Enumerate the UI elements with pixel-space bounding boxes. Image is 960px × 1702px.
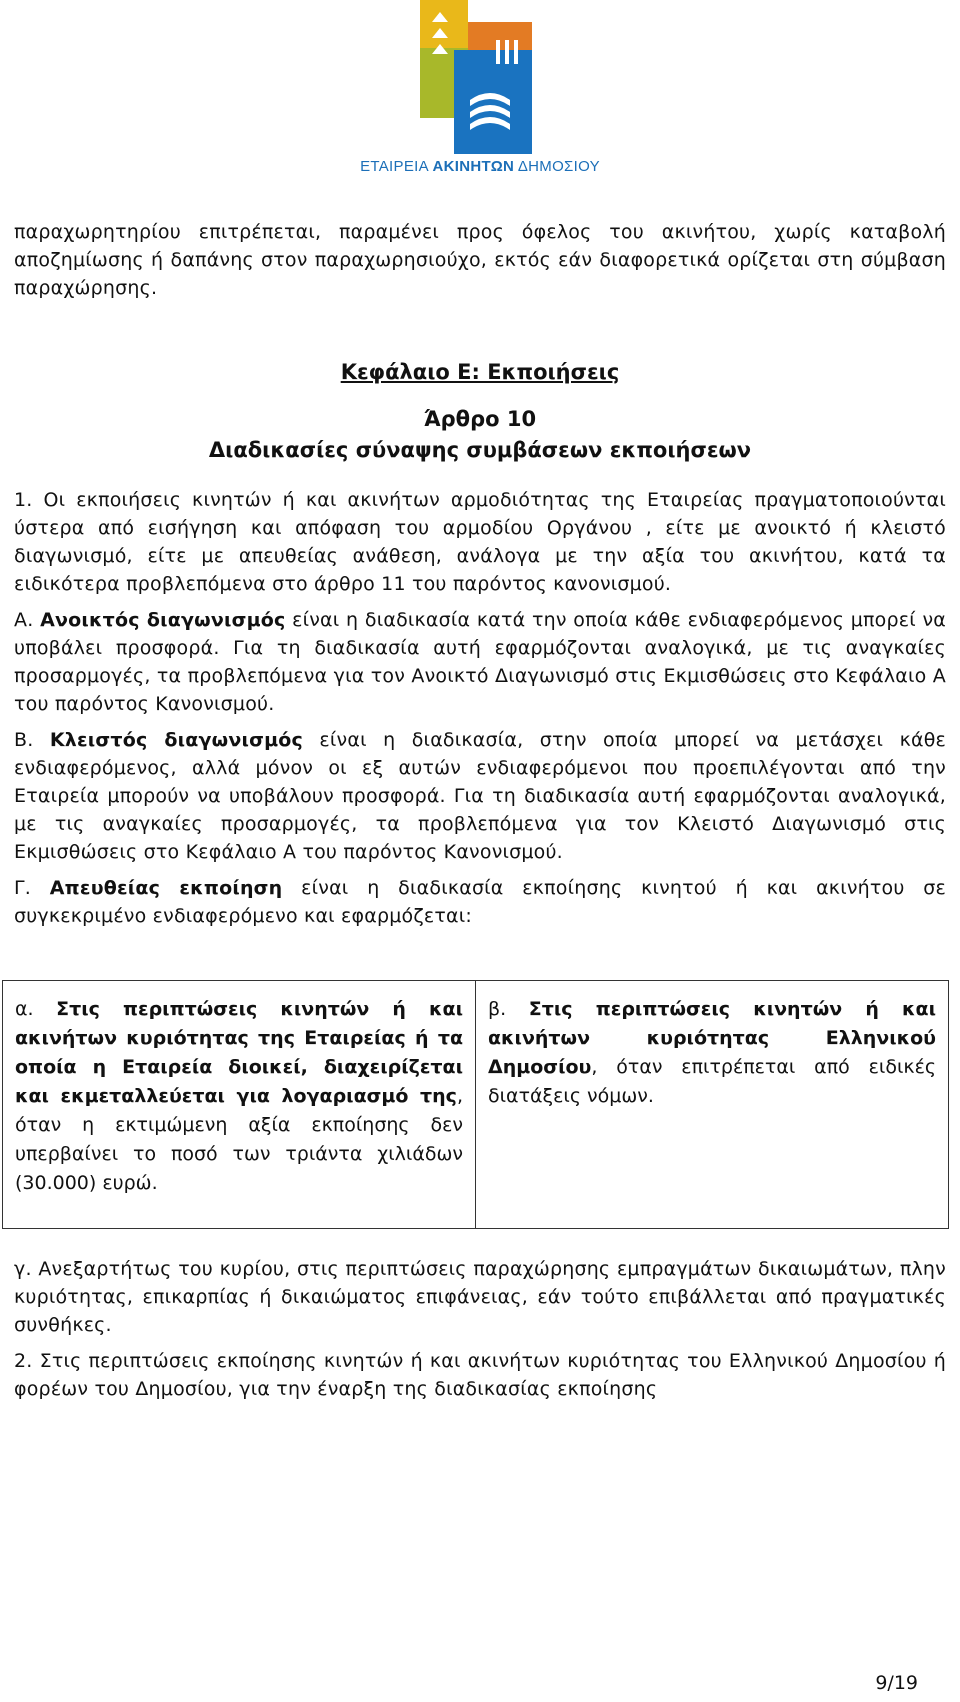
paragraph-2: 2. Στις περιπτώσεις εκποίησης κινητών ή και ακινήτων κυριότητας του Ελληνικού Δημοσίου ή φορέων του Δημοσίου, για την έναρξη της διαδικασίας εκποίησης [14, 1350, 946, 1400]
cases-table [2, 980, 949, 1229]
article-heading [14, 404, 946, 466]
intro-paragraph: παραχωρητηρίου επιτρέπεται, παραμένει προς όφελος του ακινήτου, χωρίς καταβολή αποζημίωσης ή δαπάνης στον παραχωρησιούχο, εκτός εάν διαφορετικά ορίζεται στη σύμβαση παραχώρησης. [14, 221, 946, 299]
company-logo [410, 0, 630, 180]
article-number: Άρθρο 10 [423, 407, 537, 431]
paragraph-b: Β. Κλειστός διαγωνισμός είναι η διαδικασία, στην οποία μπορεί να μετάσχει κάθε ενδιαφερόμενος, αλλά μόνον οι εξ αυτών ενδιαφερόμενοι που προεπιλέγονται από την Εταιρεία μπορούν να υποβάλουν προσφορά. Για τη διαδικασία αυτή εφαρμόζονται αναλογικά, με τις αναγκαίες προσαρμογές, τα προβλεπόμενα για τον Κλειστό Διαγωνισμό στις Εκμισθώσεις στο Κεφάλαιο Α του παρόντος Κανονισμού. [14, 729, 946, 863]
paragraph-gamma: γ. Ανεξαρτήτως του κυρίου, στις περιπτώσεις παραχώρησης εμπραγμάτων δικαιωμάτων, πλην κυριότητας, επικαρπίας ή δικαιώματος επιφάνειας, εάν τούτο επιβάλλεται από πραγματικές συνθήκες. [14, 1258, 946, 1336]
case-alpha-cell: α. Στις περιπτώσεις κινητών ή και ακινήτων κυριότητας της Εταιρείας ή τα οποία η Εταιρεία διοικεί, διαχειρίζεται και εκμεταλλεύεται για λογαριασμό της, όταν η εκτιμώμενη αξία εκποίησης δεν υπερβαίνει το ποσό των τριάντα χιλιάδων (30.000) ευρώ. [3, 981, 476, 1229]
logo-mark-icon [410, 0, 630, 180]
chapter-title: Κεφάλαιο Ε: Εκποιήσεις [340, 360, 620, 384]
paragraph-c: Γ. Απευθείας εκποίηση είναι η διαδικασία εκποίησης κινητού ή και ακινήτου σε συγκεκριμένο ενδιαφερόμενο και εφαρμόζεται: [14, 877, 946, 927]
case-beta-cell: β. Στις περιπτώσεις κινητών ή και ακινήτων κυριότητας Ελληνικού Δημοσίου, όταν επιτρέπεται από ειδικές διατάξεις νόμων. [476, 981, 949, 1229]
article-title: Διαδικασίες σύναψης συμβάσεων εκποιήσεων [208, 438, 752, 462]
paragraph-1: 1. Οι εκποιήσεις κινητών ή και ακινήτων αρμοδιότητας της Εταιρείας πραγματοποιούνται ύστερα από εισήγηση και απόφαση του αρμοδίου Οργάνου , είτε με ανοικτό ή κλειστό διαγωνισμό, είτε με απευθείας ανάθεση, ανάλογα με την αξία του ακινήτου, κατά τα ειδικότερα προβλεπόμενα στο άρθρο 11 του παρόντος κανονισμού. [14, 489, 946, 595]
document-body [14, 218, 946, 1403]
page-number: 9/19 [875, 1672, 918, 1694]
paragraph-a: Α. Ανοικτός διαγωνισμός είναι η διαδικασία κατά την οποία κάθε ενδιαφερόμενος μπορεί να υποβάλει προσφορά. Για τη διαδικασία αυτή εφαρμόζονται αναλογικά, με τις αναγκαίες προσαρμογές, τα προβλεπόμενα για τον Ανοικτό Διαγωνισμό στις Εκμισθώσεις στο Κεφάλαιο Α του παρόντος Κανονισμού. [14, 609, 946, 715]
logo-text: ΕΤΑΙΡΕΙΑ ΑΚΙΝΗΤΩΝ ΔΗΜΟΣΙΟΥ [360, 158, 600, 175]
